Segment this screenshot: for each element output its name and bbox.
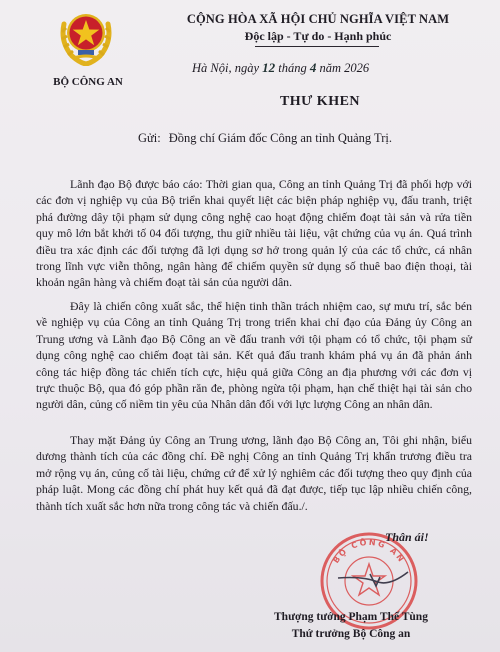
date-month: 4 [309,60,317,75]
signer-block [236,609,466,643]
national-title: CỘNG HÒA XÃ HỘI CHỦ NGHĨA VIỆT NAM [186,12,450,26]
police-emblem-icon [58,6,114,66]
date-place: Hà Nội, ngày [192,61,260,75]
closing-greeting: Thân ái! [385,530,429,544]
signer-position: Thứ trưởng Bộ Công an [291,628,411,640]
date-day: 12 [262,60,276,75]
motto-underline [255,46,379,47]
date-line [188,60,492,76]
body-paragraph-2: Đây là chiến công xuất sắc, thể hiện tinh thần trách nhiệm cao, sự mưu trí, sắc bén về nghiệp vụ của Công an tỉnh Quảng Trị trong triển khai chỉ đạo của Đảng ủy Công an Trung ương và Lãnh đạo Bộ Công an về đấu tranh với tội phạm có tổ chức, tội phạm sử dụng công nghệ cao chiếm đoạt tài sản. Kết quả đấu tranh khám phá vụ án đã phản ánh công tác hiệp đồng tác chiến tích cực, hiệu quả giữa Công an địa phương với các đơn vị trực thuộc Bộ, qua đó góp phần răn đe, phòng ngừa tội phạm, hạn chế thiệt hại tài sản cho người dân, củng cố niềm tin yêu của Nhân dân đối với lực lượng Công an nhân dân. [36,299,472,412]
body-paragraph-3: Thay mặt Đảng ủy Công an Trung ương, lãnh đạo Bộ Công an, Tôi ghi nhận, biểu dương thành tích của các đồng chí. Đề nghị Công an tỉnh Quảng Trị khẩn trương điều tra mở rộng vụ án, củng cố tài liệu, chứng cứ để xử lý nghiêm các đối tượng theo quy định của pháp luật. Mong các đồng chí phát huy kết quả đã đạt được, tiếp tục lập nhiều chiến công, thành tích xuất sắc hơn nữa trong công tác và chiến đấu./. [36,433,472,513]
recipient-name: Đồng chí Giám đốc Công an tỉnh Quảng Trị. [168,131,393,145]
recipient-label: Gửi: [138,131,161,145]
issuer-name: BỘ CÔNG AN [53,76,123,88]
national-motto: Độc lập - Tự do - Hạnh phúc [244,29,392,43]
signer-name: Thượng tướng Phạm Thế Tùng [274,611,428,623]
recipient-line [138,131,478,146]
document-title: THƯ KHEN [279,94,361,109]
date-year: năm 2026 [319,61,370,75]
body-paragraph-1: Lãnh đạo Bộ được báo cáo: Thời gian qua, Công an tỉnh Quảng Trị đã phối hợp với các đơn vị nghiệp vụ của Bộ triển khai quyết liệt các biện pháp nghiệp vụ, đấu tranh, triệt phá đường dây tội phạm sử dụng công nghệ cao hoạt động chiếm đoạt tài sản và rửa tiền quy mô lớn bắt khởi tố 04 đối tượng, thu giữ nhiều tài liệu, vật chứng của vụ án. Quá trình điều tra xác định các đối tượng đã lợi dụng sơ hở trong quản lý của các tổ chức, cá nhân trong lĩnh vực viễn thông, ngân hàng để chiếm quyền sử dụng số thuê bao điện thoại, tài khoản ngân hàng và chiếm đoạt tài sản của người dân. [36,177,472,290]
seal-text: BỘ CÔNG AN [331,537,407,565]
date-month-label: tháng [278,61,307,75]
